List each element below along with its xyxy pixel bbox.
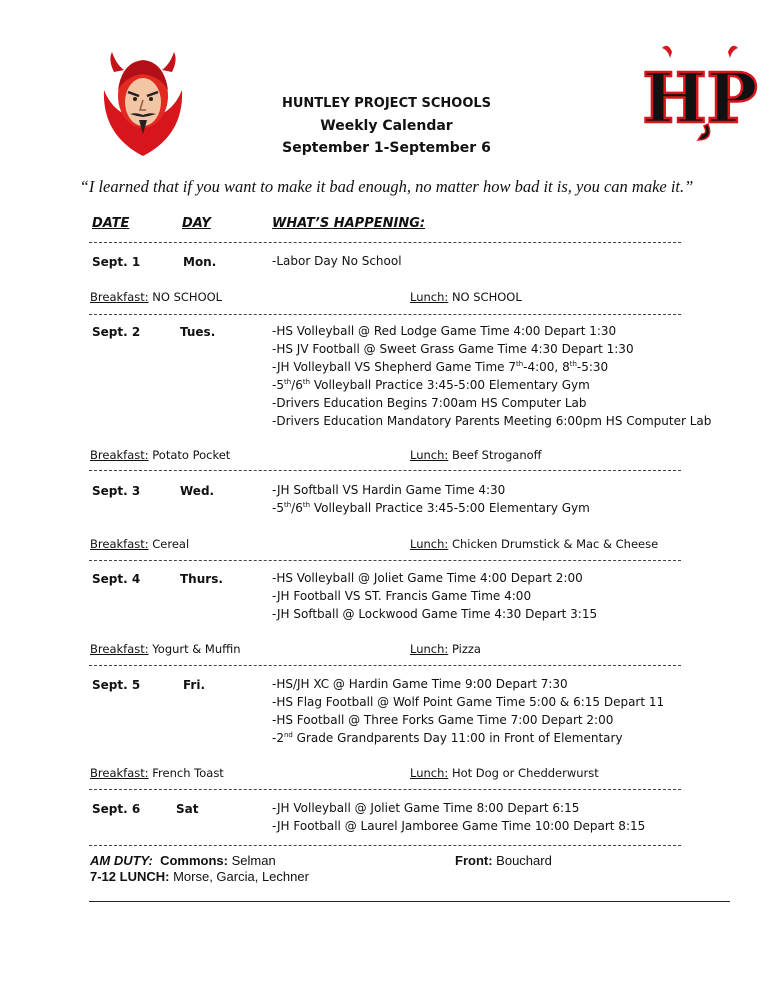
am-duty-label: AM DUTY: bbox=[90, 853, 153, 868]
divider bbox=[89, 242, 681, 243]
divider bbox=[89, 845, 681, 846]
lunch-duty-label: 7-12 LUNCH: bbox=[90, 869, 170, 884]
column-header-day: DAY bbox=[182, 216, 211, 231]
breakfast-value: French Toast bbox=[152, 766, 224, 780]
breakfast bbox=[90, 537, 189, 551]
event-item: -JH Football @ Laurel Jamboree Game Time 10:00 Depart 8:15 bbox=[272, 819, 646, 833]
event-item: -HS Football @ Three Forks Game Time 7:00 Depart 2:00 bbox=[272, 713, 614, 727]
event-item: -HS/JH XC @ Hardin Game Time 9:00 Depart 7:30 bbox=[272, 677, 568, 691]
day-date: Sept. 1 bbox=[92, 255, 141, 269]
breakfast-label: Breakfast: bbox=[90, 290, 149, 304]
breakfast bbox=[90, 642, 241, 656]
lunch bbox=[410, 766, 599, 780]
front-duty bbox=[455, 853, 552, 868]
event-item: -HS Volleyball @ Red Lodge Game Time 4:00 Depart 1:30 bbox=[272, 324, 617, 338]
school-name: HUNTLEY PROJECT SCHOOLS bbox=[281, 96, 492, 111]
lunch bbox=[410, 290, 522, 304]
day-name: Fri. bbox=[183, 678, 206, 692]
lunch-label: Lunch: bbox=[410, 290, 449, 304]
event-item: -2nd Grade Grandparents Day 11:00 in Front of Elementary bbox=[272, 731, 623, 745]
event-item: -HS JV Football @ Sweet Grass Game Time 4:30 Depart 1:30 bbox=[272, 342, 634, 356]
event-item: -JH Football VS ST. Francis Game Time 4:00 bbox=[272, 589, 532, 603]
lunch-duty bbox=[90, 869, 309, 884]
day-name: Mon. bbox=[183, 255, 217, 269]
calendar-header bbox=[0, 93, 773, 159]
event-list bbox=[272, 675, 664, 747]
breakfast-value: Potato Pocket bbox=[152, 448, 231, 462]
commons-label: Commons: bbox=[160, 853, 228, 868]
column-header-date: DATE bbox=[92, 216, 130, 231]
breakfast-value: Cereal bbox=[152, 537, 190, 551]
event-item: -Drivers Education Begins 7:00am HS Computer Lab bbox=[272, 396, 587, 410]
lunch bbox=[410, 537, 658, 551]
lunch bbox=[410, 642, 481, 656]
day-date: Sept. 4 bbox=[92, 572, 141, 586]
breakfast-label: Breakfast: bbox=[90, 537, 149, 551]
am-duty bbox=[90, 853, 276, 868]
breakfast-value: NO SCHOOL bbox=[152, 290, 223, 304]
day-name: Wed. bbox=[180, 484, 215, 498]
lunch-value: Hot Dog or Chedderwurst bbox=[451, 766, 599, 780]
breakfast-label: Breakfast: bbox=[90, 642, 149, 656]
divider bbox=[89, 314, 681, 315]
divider bbox=[89, 560, 681, 561]
event-item: -Drivers Education Mandatory Parents Meeting 6:00pm HS Computer Lab bbox=[272, 414, 712, 428]
commons-value: Selman bbox=[231, 853, 276, 868]
event-list bbox=[272, 252, 402, 270]
calendar-subtitle: Weekly Calendar bbox=[320, 118, 453, 134]
lunch-value: Beef Stroganoff bbox=[451, 448, 542, 462]
day-date: Sept. 2 bbox=[92, 325, 141, 339]
day-name: Tues. bbox=[180, 325, 216, 339]
lunch-duty-value: Morse, Garcia, Lechner bbox=[173, 869, 309, 884]
breakfast-value: Yogurt & Muffin bbox=[152, 642, 241, 656]
day-date: Sept. 5 bbox=[92, 678, 141, 692]
lunch-label: Lunch: bbox=[410, 537, 449, 551]
column-header-happening: WHAT’S HAPPENING: bbox=[272, 216, 426, 231]
event-item: -5th/6th Volleyball Practice 3:45-5:00 Elementary Gym bbox=[272, 501, 590, 515]
event-list bbox=[272, 481, 590, 517]
breakfast bbox=[90, 290, 222, 304]
divider bbox=[89, 470, 681, 471]
lunch-label: Lunch: bbox=[410, 642, 449, 656]
hp-monogram: HP bbox=[642, 59, 758, 139]
lunch-label: Lunch: bbox=[410, 766, 449, 780]
lunch-label: Lunch: bbox=[410, 448, 449, 462]
event-list bbox=[272, 799, 645, 835]
event-item: -Labor Day No School bbox=[272, 254, 402, 268]
day-name: Thurs. bbox=[180, 572, 223, 586]
lunch-value: Pizza bbox=[451, 642, 481, 656]
day-name: Sat bbox=[176, 802, 199, 816]
day-date: Sept. 3 bbox=[92, 484, 141, 498]
day-date: Sept. 6 bbox=[92, 802, 141, 816]
event-item: -JH Softball @ Lockwood Game Time 4:30 Depart 3:15 bbox=[272, 607, 598, 621]
lunch-value: NO SCHOOL bbox=[451, 290, 522, 304]
divider bbox=[89, 789, 681, 790]
event-item: -HS Volleyball @ Joliet Game Time 4:00 Depart 2:00 bbox=[272, 571, 583, 585]
breakfast-label: Breakfast: bbox=[90, 448, 149, 462]
front-value: Bouchard bbox=[496, 853, 552, 868]
front-label: Front: bbox=[455, 853, 493, 868]
event-item: -HS Flag Football @ Wolf Point Game Time 5:00 & 6:15 Depart 11 bbox=[272, 695, 665, 709]
event-list bbox=[272, 569, 597, 623]
footer-rule bbox=[89, 901, 730, 902]
breakfast bbox=[90, 448, 230, 462]
event-item: -JH Volleyball @ Joliet Game Time 8:00 Depart 6:15 bbox=[272, 801, 580, 815]
motivational-quote: “I learned that if you want to make it bad enough, no matter how bad it is, you can make it.” bbox=[79, 177, 694, 196]
event-list bbox=[272, 322, 711, 430]
event-item: -JH Softball VS Hardin Game Time 4:30 bbox=[272, 483, 506, 497]
breakfast bbox=[90, 766, 224, 780]
event-item: -5th/6th Volleyball Practice 3:45-5:00 Elementary Gym bbox=[272, 378, 590, 392]
calendar-dates: September 1-September 6 bbox=[282, 140, 491, 156]
divider bbox=[89, 665, 681, 666]
event-item: -JH Volleyball VS Shepherd Game Time 7th-4:00, 8th-5:30 bbox=[272, 360, 609, 374]
lunch bbox=[410, 448, 542, 462]
breakfast-label: Breakfast: bbox=[90, 766, 149, 780]
lunch-value: Chicken Drumstick & Mac & Cheese bbox=[451, 537, 659, 551]
